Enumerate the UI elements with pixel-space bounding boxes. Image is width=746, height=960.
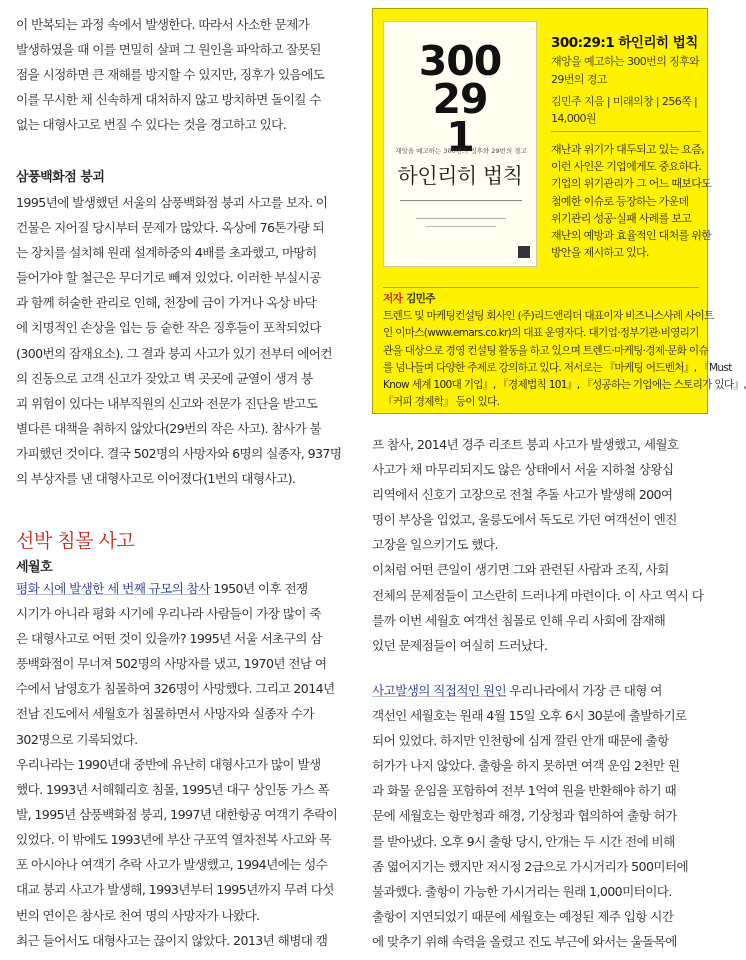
text-line: 1995년에 발생했던 서울의 삼풍백화점 붕괴 사고를 보자. 이 xyxy=(16,195,328,210)
cover-number: 300 xyxy=(418,37,502,85)
text-line: 리역에서 신호기 고장으로 전철 추돌 사고가 발생해 200여 xyxy=(372,487,673,503)
text-line: 없는 대형사고로 번질 수 있다는 것을 경고하고 있다. xyxy=(16,117,287,133)
text-line: 인 이마스(www.emars.co.kr)의 대표 운영자다. 대기업·정부기관·비영리기 xyxy=(383,327,699,340)
text-line: 별다른 대책을 취하지 않았다(29번의 작은 사고). 참사가 불 xyxy=(16,420,322,436)
book-meta-line: 김민주 지음 | 미래의창 | 256쪽 | xyxy=(551,95,698,108)
text-line: 를 넘나들며 다양한 주제로 강의하고 있다. 저서로는 『마케팅 어드벤처』, 『Must xyxy=(383,361,732,374)
text-line: 수에서 남영호가 침몰하여 326명이 사망했다. 그리고 2014년 xyxy=(16,681,335,697)
sampoong-heading: 삼풍백화점 붕괴 xyxy=(16,170,105,185)
cover-divider xyxy=(416,218,506,219)
text-line: 를까 이번 세월호 여객선 침몰로 인해 우리 사회에 잠재해 xyxy=(372,612,666,628)
text-line xyxy=(16,576,358,601)
text-line: 위기관리 성공·실패 사례를 보고 xyxy=(551,211,692,225)
text-line: 괴 위험이 있다는 내부직원의 신고와 전문가 진단을 받고도 xyxy=(16,395,318,411)
text-line: 들어가야 할 철근은 무더기로 빼져 있었다. 이러한 부실시공 xyxy=(16,270,321,286)
book-meta xyxy=(551,93,701,127)
text-line: 풍백화점이 무너져 502명의 사망자를 냈고, 1970년 전남 여 xyxy=(16,656,327,672)
book-info-box xyxy=(372,8,746,414)
text-line: 프 참사, 2014년 경주 리조트 붕괴 사고가 발생했고, 세월호 xyxy=(372,437,679,452)
text-line: 명이 부상을 입었고, 울릉도에서 독도로 가던 여객선이 엔진 xyxy=(372,512,677,528)
text-line: 건물은 지어질 당시부터 문제가 많았다. 옥상에 76톤가량 되 xyxy=(16,220,325,236)
section-title: 선박 침몰 사고 xyxy=(16,530,135,552)
text-line: 있었다. 이 밖에도 1993년에 부산 구포역 열차전복 사고와 목 xyxy=(16,832,331,848)
text-line: 가피했던 것이다. 결국 502명의 사망자와 6명의 실종자, 937명 xyxy=(16,445,342,461)
text-line: 이처럼 어떤 큰일이 생기면 그와 관련된 사람과 조직, 사회 xyxy=(372,562,669,578)
text-line: 에 치명적인 손상을 입는 등 숱한 작은 징후들이 포착되었다 xyxy=(16,320,321,336)
text-line: 이 반복되는 과정 속에서 발생한다. 따라서 사소한 문제가 xyxy=(16,17,310,32)
text-line: 재난과 위기가 대두되고 있는 요즘, xyxy=(551,143,704,156)
cover-tagline: 재앙을 예고하는 300번의 징후와 29번의 경고 xyxy=(395,147,527,155)
right-paragraph-1 xyxy=(372,432,708,658)
text-line: 우리나라는 1990년대 중반에 유난히 대형사고가 많이 발생 xyxy=(16,757,321,772)
book-cover-image xyxy=(383,21,537,267)
text-line: 의 부상자를 낸 대형사고로 이어졌다(1번의 대형사고). xyxy=(16,471,296,487)
text-line: 를 받아냈다. 오후 9시 출항 당시, 안개는 두 시간 전에 비해 xyxy=(372,833,675,849)
text-line: 있던 문제점들이 여실히 드러났다. xyxy=(372,637,548,653)
text-line: 문에 세월호는 항만청과 해경, 기상청과 협의하여 출항 허가 xyxy=(372,808,677,824)
intro-paragraph xyxy=(16,12,358,137)
text-line xyxy=(372,678,708,703)
text-line: 첨예한 이슈로 등장하는 가운데 xyxy=(551,194,689,208)
text-line: 불과했다. 출항이 가능한 가시거리는 원래 1,000미터이다. xyxy=(372,883,672,899)
author-bio xyxy=(383,291,746,411)
text-line: 이를 무시한 채 신속하게 대처하지 않고 방치하면 돌이킬 수 xyxy=(16,92,321,108)
text-line: 기업의 위기관리가 그 어느 때보다도 xyxy=(551,177,712,191)
book-description xyxy=(551,141,712,261)
author-name: 김민주 xyxy=(406,293,435,305)
text-line: Know 세계 100대 기업』, 『경제법칙 101』, 『성공하는 기업에는 스토리가 있다』, xyxy=(383,379,746,392)
text-line: 발생하였을 때 이를 면밀히 살펴 그 원인을 파악하고 잘못된 xyxy=(16,42,321,58)
cover-title: 하인리히 법칙 xyxy=(397,164,523,188)
publisher-logo-icon xyxy=(518,246,530,258)
cover-number: 1 xyxy=(446,113,474,161)
sampoong-paragraph xyxy=(16,190,358,491)
text-line: 점을 시정하면 큰 재해를 방지할 수 있지만, 징후가 있음에도 xyxy=(16,67,325,83)
text-line: 출항이 지연되었기 때문에 세월호는 예정된 제주 입항 시간 xyxy=(372,908,674,924)
sewol-paragraph-2 xyxy=(16,752,358,953)
text-fragment: 1950년 이후 전쟁 xyxy=(209,581,308,596)
text-line: 은 대형사고로 어떤 것이 있을까? 1995년 서울 서초구의 삼 xyxy=(16,631,322,647)
text-line: 과 함께 허술한 관리로 인해, 천장에 금이 가거나 옥상 바닥 xyxy=(16,295,317,311)
text-line: 에 맞추기 위해 속력을 올렸고 진도 부근에 와서는 울돌목에 xyxy=(372,933,677,949)
text-line: 최근 들어서도 대형사고는 끊이지 않았다. 2013년 해병대 캠 xyxy=(16,932,328,948)
text-line: 트렌드 및 마케팅컨설팅 회사인 (주)리드앤리더 대표이자 비즈니스사례 사이트 xyxy=(383,310,714,323)
text-line: 302명으로 기록되었다. xyxy=(16,731,138,747)
cover-number: 29 xyxy=(432,75,488,123)
text-line: 재난의 예방과 효율적인 대처를 위한 xyxy=(551,229,712,243)
cover-divider xyxy=(426,226,496,227)
text-line: 의 진동으로 고객 신고가 잦았고 벽 곳곳에 균열이 생겨 붕 xyxy=(16,370,313,386)
text-line: 시기가 아니라 평화 시기에 우리나라 사람들이 가장 많이 죽 xyxy=(16,606,321,622)
sewol-paragraph-1 xyxy=(16,576,358,752)
text-line: 사고가 채 마무리되지도 않은 상태에서 서울 지하철 상왕십 xyxy=(372,462,674,478)
text-line: 되어 있었다. 하지만 인천항에 심게 깔린 안개 때문에 출항 xyxy=(372,733,669,749)
text-line: 허가가 나지 않았다. 출항을 하지 못하면 여객 운임 2천만 원 xyxy=(372,758,680,774)
sewol-heading: 세월호 xyxy=(16,560,53,575)
divider xyxy=(551,131,701,132)
text-line: 했다. 1993년 서해훼리호 침몰, 1995년 대구 상인동 가스 폭 xyxy=(16,782,330,798)
text-line: 『커피 경제학』 등이 있다. xyxy=(383,396,500,409)
text-fragment: 우리나라에서 가장 큰 대형 여 xyxy=(506,683,662,698)
text-line: 방안을 제시하고 있다. xyxy=(551,246,649,260)
book-subtitle: 재앙을 예고하는 300번의 징후와 29번의 경고 xyxy=(551,55,700,86)
text-line: 발, 1995년 삼풍백화점 붕괴, 1997년 대한항공 여객기 추락이 xyxy=(16,807,338,823)
text-line xyxy=(383,291,701,308)
author-label: 저자 xyxy=(383,293,403,305)
text-line: 번의 연이은 참사로 천여 명의 사망자가 나왔다. xyxy=(16,907,260,923)
sewol-lead: 평화 시에 발생한 세 번째 규모의 참사 xyxy=(16,581,210,596)
text-line: 전체의 문제점들이 고스란히 드러나게 마련이다. 이 사고 역시 다 xyxy=(372,587,704,603)
divider xyxy=(383,287,699,288)
text-line: 는 장치를 설치해 원래 설계하중의 4배를 초과했고, 마땅히 xyxy=(16,245,317,261)
text-line: 대교 붕괴 사고가 발생해, 1993년부터 1995년까지 무려 다섯 xyxy=(16,882,334,898)
text-line: 좀 엷어지기는 했지만 저시정 2급으로 가시거리가 500미터에 xyxy=(372,858,689,874)
text-line: 전남 진도에서 세월호가 침몰하면서 사망자와 실종자 수가 xyxy=(16,706,314,722)
text-line: 관을 대상으로 경영 컨설팅 활동을 하고 있으며 트렌드·마케팅·경제·문화 이슈 xyxy=(383,344,708,357)
text-line: 이런 사인은 기업에게도 중요하다. xyxy=(551,160,702,174)
text-line: (300번의 잠재요소). 그 결과 붕괴 사고가 있기 전부터 에어컨 xyxy=(16,345,332,361)
cause-lead: 사고발생의 직접적인 원인 xyxy=(372,683,507,698)
book-title: 300:29:1 하인리히 법칙 xyxy=(551,35,698,51)
right-paragraph-2 xyxy=(372,678,708,954)
text-line: 과 화물 운임을 포함하여 전부 1억여 원을 반환해야 하기 때 xyxy=(372,783,677,799)
text-line: 포 아시아나 여객기 추락 사고가 발생했고, 1994년에는 성수 xyxy=(16,857,328,873)
book-meta-line: 14,000원 xyxy=(551,112,596,125)
cover-divider xyxy=(400,200,522,201)
text-line: 객선인 세월호는 원래 4월 15일 오후 6시 30분에 출발하기로 xyxy=(372,708,687,724)
text-line: 고장을 일으키기도 했다. xyxy=(372,537,498,553)
